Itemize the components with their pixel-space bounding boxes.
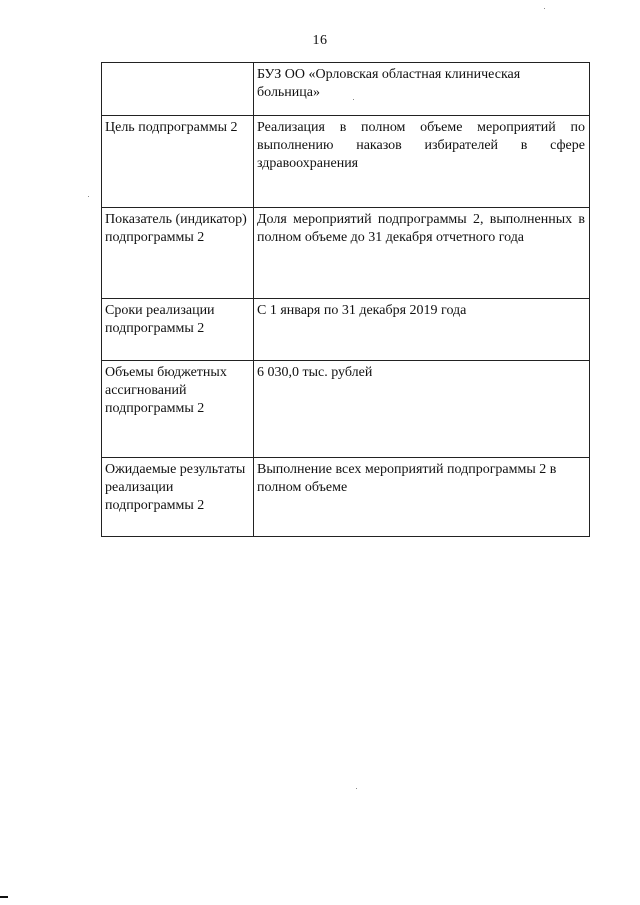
scan-speck <box>353 99 354 100</box>
table-row-expected-results <box>102 458 590 537</box>
table-row-budget <box>102 361 590 458</box>
scan-speck <box>88 196 89 197</box>
row-value-expected-results: Выполнение всех мероприятий подпрограммы 2 в полном объеме <box>254 458 590 537</box>
scan-speck <box>356 788 357 789</box>
row-value-goal: Реализация в полном объеме мероприятий по выполнению наказов избирателей в сфере здравоохранения <box>254 116 590 208</box>
table-row-goal <box>102 116 590 208</box>
page-number: 16 <box>312 33 328 48</box>
table-row-timeframe <box>102 299 590 361</box>
row-label-goal: Цель подпрограммы 2 <box>102 116 254 208</box>
row-value-budget: 6 030,0 тыс. рублей <box>254 361 590 458</box>
scan-speck <box>544 8 545 9</box>
row-label-timeframe: Сроки реализации подпрограммы 2 <box>102 299 254 361</box>
row-value-indicator: Доля мероприятий подпрограммы 2, выполненных в полном объеме до 31 декабря отчетного года <box>254 208 590 299</box>
row-label-indicator: Показатель (индикатор) подпрограммы 2 <box>102 208 254 299</box>
row-label-executor <box>102 63 254 116</box>
margin-mark <box>0 896 8 898</box>
table-row-indicator <box>102 208 590 299</box>
row-label-budget: Объемы бюджетных ассигнований подпрограммы 2 <box>102 361 254 458</box>
subprogram-passport-table <box>101 62 590 537</box>
row-value-executor: БУЗ ОО «Орловская областная клиническая больница» <box>254 63 590 116</box>
row-label-expected-results: Ожидаемые результаты реализации подпрограммы 2 <box>102 458 254 537</box>
row-value-timeframe: С 1 января по 31 декабря 2019 года <box>254 299 590 361</box>
table-row-executor <box>102 63 590 116</box>
